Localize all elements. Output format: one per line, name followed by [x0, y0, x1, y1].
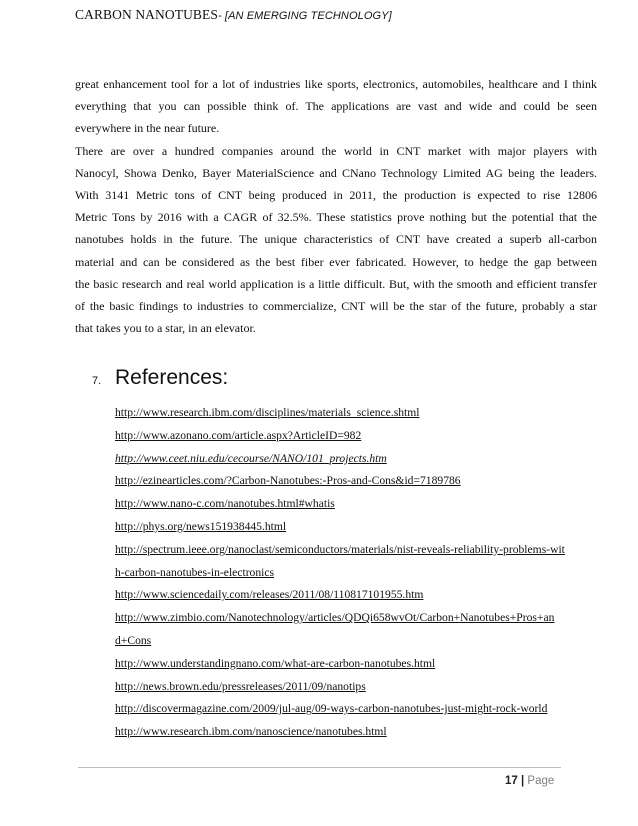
- reference-link[interactable]: http://www.sciencedaily.com/releases/2011/08/110817101955.htm: [115, 588, 424, 602]
- body-line: material and can be considered as the best fiber ever fabricated. However, to hedge the gap between: [75, 254, 597, 269]
- body-line: great enhancement tool for a lot of industries like sports, electronics, automobiles, healthcare and I think: [75, 77, 597, 91]
- body-line: everywhere in the near future.: [75, 121, 220, 136]
- page-number: 17: [505, 775, 518, 787]
- page-footer: [505, 775, 554, 787]
- reference-link[interactable]: http://www.research.ibm.com/nanoscience/nanotubes.html: [115, 725, 387, 739]
- body-line: Nanocyl, Showa Denko, Bayer MaterialScience and CNano Technology Limited AG being the leaders.: [75, 165, 597, 180]
- reference-link[interactable]: http://ezinearticles.com/?Carbon-Nanotubes:-Pros-and-Cons&id=7189786: [115, 474, 461, 488]
- reference-link[interactable]: http://www.nano-c.com/nanotubes.html#whatis: [115, 497, 335, 511]
- section-title: References:: [115, 366, 229, 389]
- reference-link[interactable]: http://spectrum.ieee.org/nanoclast/semiconductors/materials/nist-reveals-reliability-problems-wit: [115, 542, 565, 556]
- reference-link[interactable]: http://www.understandingnano.com/what-are-carbon-nanotubes.html: [115, 656, 436, 670]
- reference-link[interactable]: http://www.research.ibm.com/disciplines/materials_science.shtml: [115, 406, 420, 419]
- page-label: Page: [527, 775, 555, 787]
- references-list: [115, 402, 595, 744]
- header-subtitle: - [AN EMERGING TECHNOLOGY]: [218, 10, 392, 22]
- reference-link[interactable]: http://www.zimbio.com/Nanotechnology/articles/QDQi658wvOt/Carbon+Nanotubes+Pros+an: [115, 611, 555, 625]
- body-line: There are over a hundred companies around the world in CNT market with major players with: [75, 143, 597, 158]
- reference-link[interactable]: http://www.azonano.com/article.aspx?ArticleID=982: [115, 428, 362, 442]
- body-line: that takes you to a star, in an elevator.: [75, 321, 256, 336]
- body-line: nanotubes holds in the future. The unique characteristics of CNT have created a superb all-carbon: [75, 232, 597, 247]
- body-line: everything that you can possible think of. The applications are vast and wide and could be seen: [75, 99, 597, 114]
- reference-link[interactable]: http://www.ceet.niu.edu/cecourse/NANO/101_projects.htm: [115, 451, 387, 465]
- body-line: the basic research and real world application is a little difficult. But, with the smooth and efficient transfer: [75, 276, 597, 291]
- footer-separator: |: [521, 775, 525, 787]
- reference-link-continuation[interactable]: h-carbon-nanotubes-in-electronics: [115, 565, 275, 579]
- references-heading: [92, 366, 228, 390]
- reference-link[interactable]: http://phys.org/news151938445.html: [115, 519, 287, 533]
- body-paragraphs: [75, 73, 597, 339]
- header-title: CARBON NANOTUBES: [75, 7, 218, 22]
- reference-link-continuation[interactable]: d+Cons: [115, 633, 152, 647]
- footer-divider: [78, 767, 561, 768]
- body-line: With 3141 Metric tons of CNT being produced in 2011, the production is expected to rise 12806: [75, 188, 597, 203]
- running-header: [75, 7, 392, 23]
- body-line: Metric Tons by 2016 with a CAGR of 32.5%. These statistics prove nothing but the potential that the: [75, 210, 597, 225]
- reference-link[interactable]: http://discovermagazine.com/2009/jul-aug/09-ways-carbon-nanotubes-just-might-rock-world: [115, 702, 548, 716]
- body-line: of the basic findings to industries to commercialize, CNT will be the star of the future, probably a star: [75, 299, 597, 314]
- section-number: 7.: [92, 375, 102, 387]
- reference-link[interactable]: http://news.brown.edu/pressreleases/2011/09/nanotips: [115, 679, 366, 693]
